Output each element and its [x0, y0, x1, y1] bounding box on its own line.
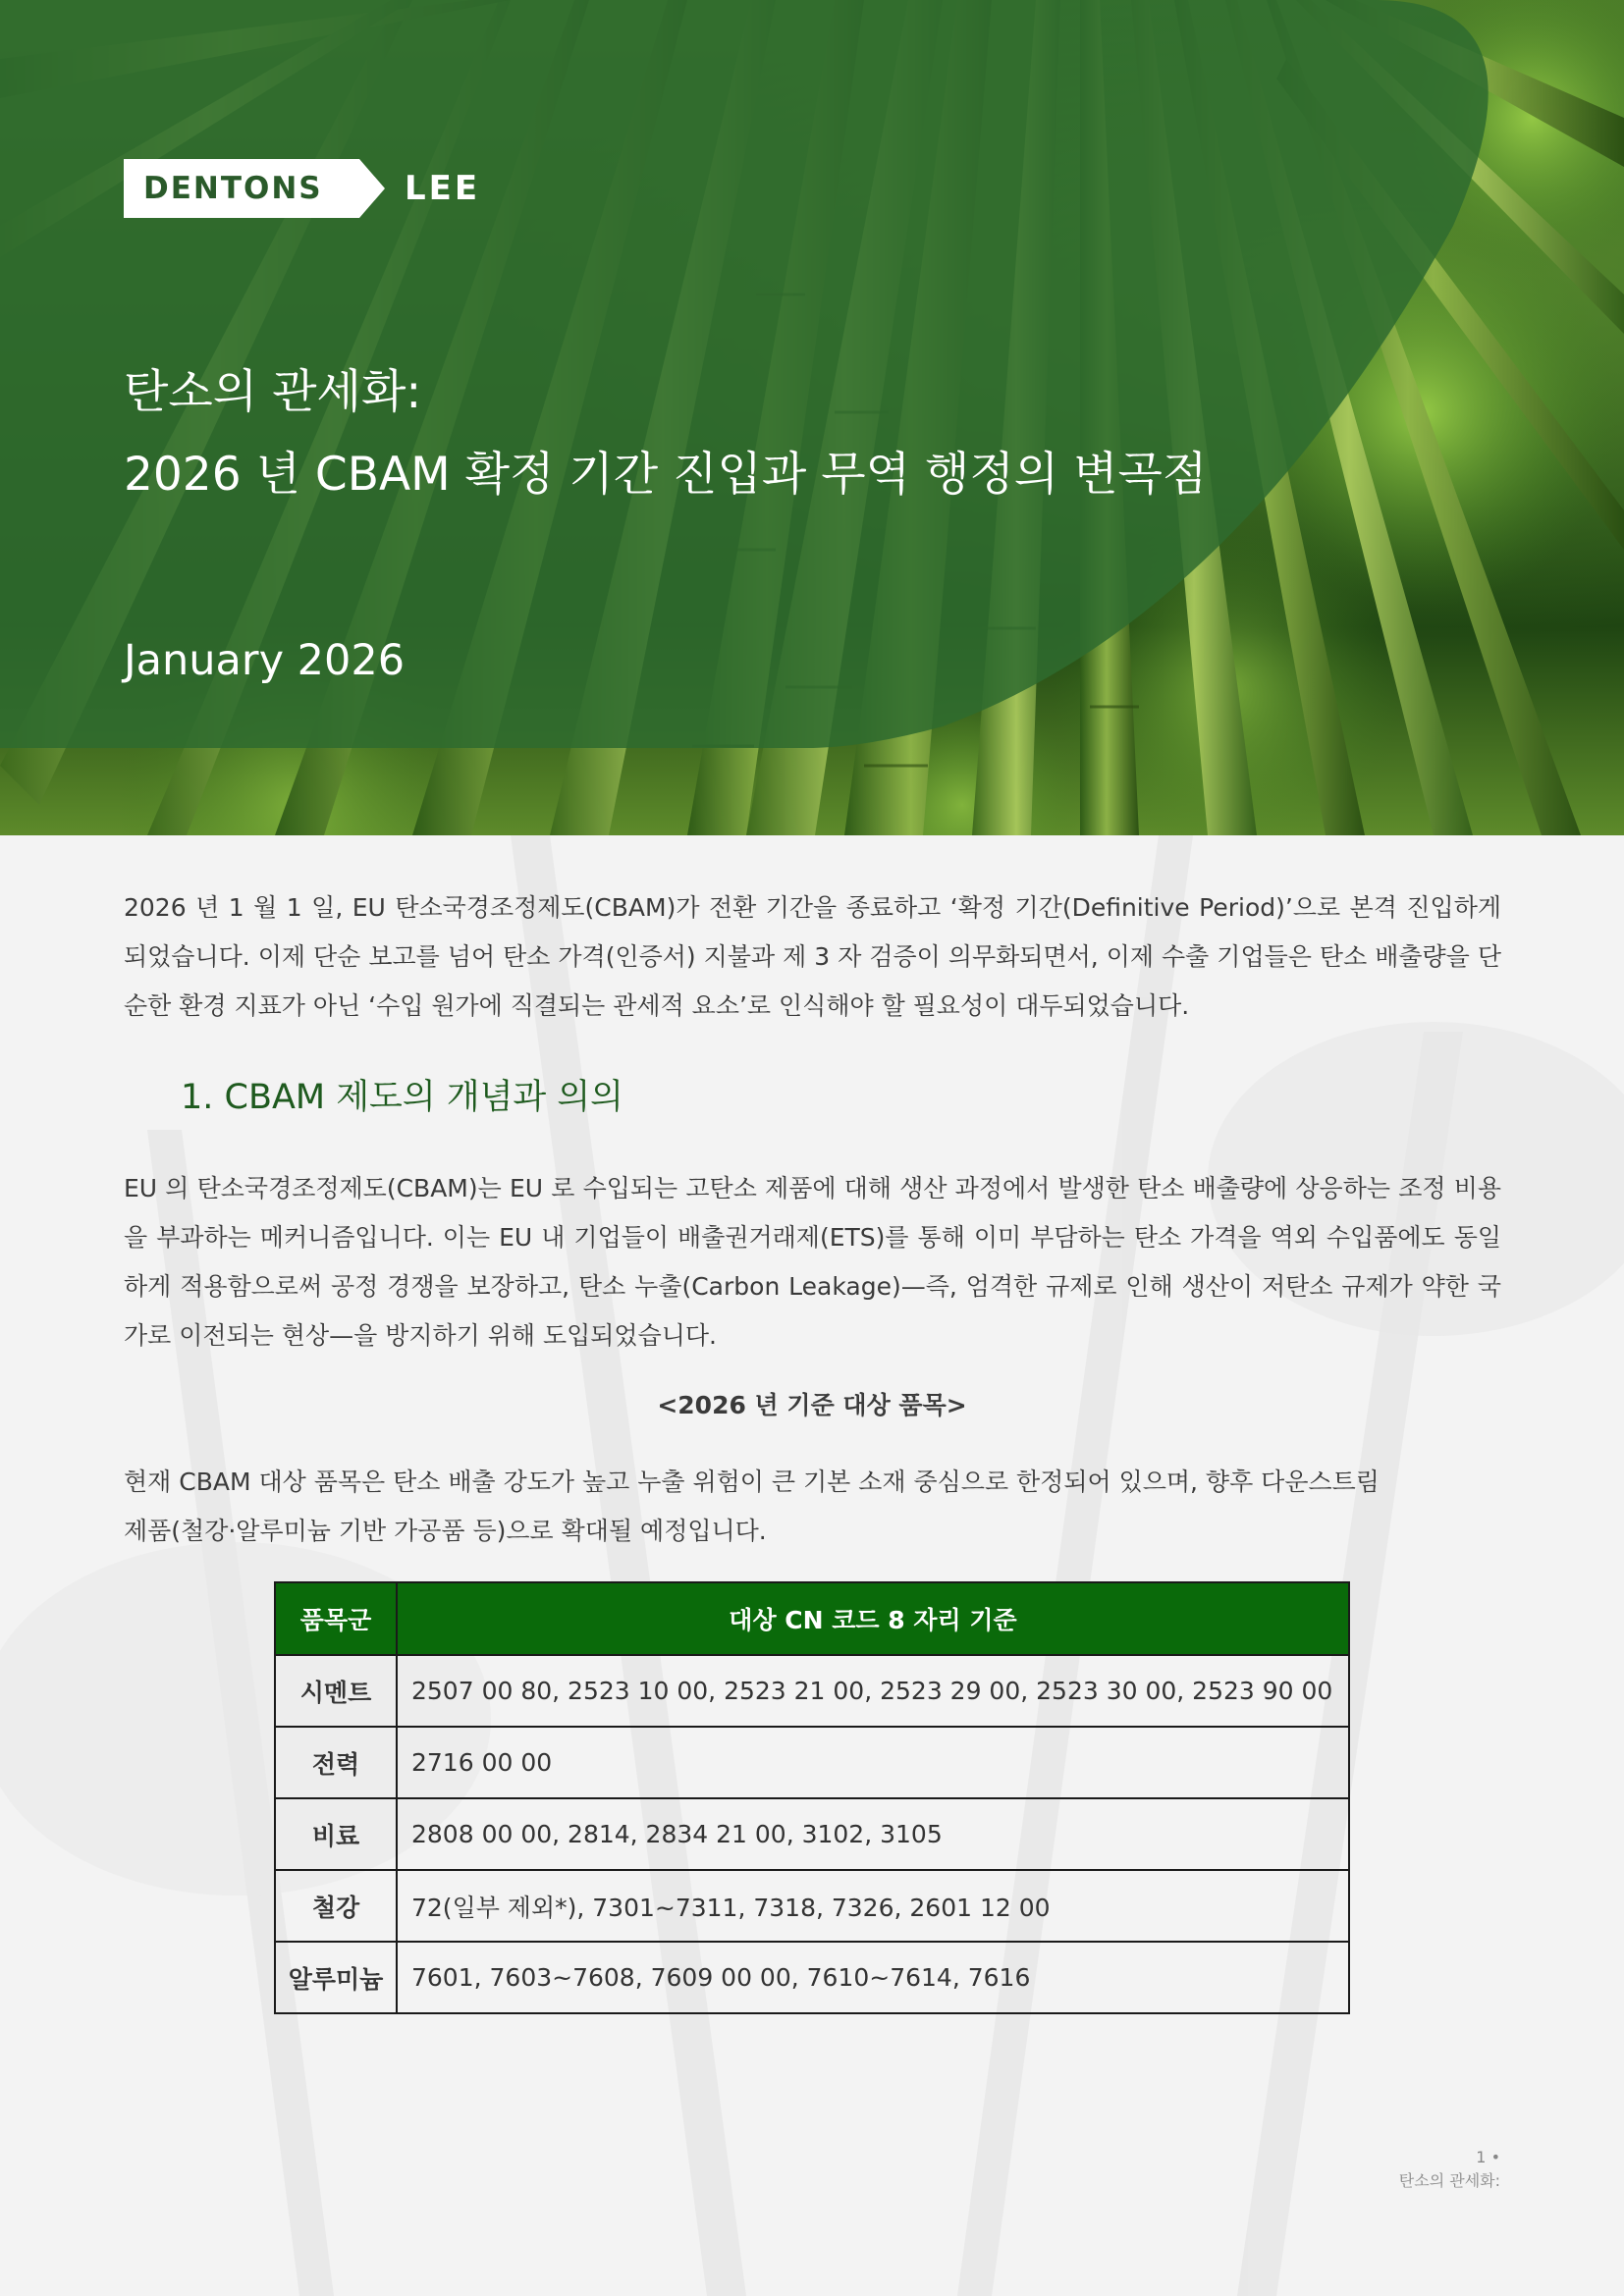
title-line-2: 2026 년 CBAM 확정 기간 진입과 무역 행정의 변곡점	[124, 448, 1208, 502]
row-category: 전력	[275, 1727, 397, 1798]
row-codes: 72(일부 제외*), 7301~7311, 7318, 7326, 2601 12 00	[397, 1870, 1349, 1942]
section-1-paragraph-2: 현재 CBAM 대상 품목은 탄소 배출 강도가 높고 누출 위험이 큰 기본 소재 중심으로 한정되어 있으며, 향후 다운스트림 제품(철강·알루미늄 기반 가공품 등)으로 확대될 예정입니다.	[124, 1468, 1380, 1545]
intro-paragraph: 2026 년 1 월 1 일, EU 탄소국경조정제도(CBAM)가 전환 기간을 종료하고 ‘확정 기간(Definitive Period)’으로 본격 진입하게 되었습니다. 이제 단순 보고를 넘어 탄소 가격(인증서) 지불과 제 3 자 검증이 의무화되면서, 이제 수출 기업들은 탄소 배출량을 단순한 환경 지표가 아닌 ‘수입 원가에 직결되는 관세적 요소’로 인식해야 할 필요성이 대두되었습니다.	[124, 893, 1501, 1020]
header-category: 품목군	[275, 1582, 397, 1655]
table-header-row	[275, 1582, 1349, 1655]
cbam-items-table	[274, 1581, 1350, 2014]
page-title	[124, 351, 1207, 516]
body-background	[0, 835, 1624, 2296]
table-row	[275, 1727, 1349, 1798]
publication-date: January 2026	[124, 636, 406, 685]
page-number: 1 •	[1476, 2148, 1500, 2166]
row-codes: 2808 00 00, 2814, 2834 21 00, 3102, 3105	[397, 1798, 1349, 1870]
table-row	[275, 1798, 1349, 1870]
row-category: 알루미늄	[275, 1942, 397, 2013]
section-1-paragraph: EU 의 탄소국경조정제도(CBAM)는 EU 로 수입되는 고탄소 제품에 대해 생산 과정에서 발생한 탄소 배출량에 상응하는 조정 비용을 부과하는 메커니즘입니다. 이는 EU 내 기업들이 배출권거래제(ETS)를 통해 이미 부담하는 탄소 가격을 역외 수입품에도 동일하게 적용함으로써 공정 경쟁을 보장하고, 탄소 누출(Carbon Leakage)—즉, 엄격한 규제로 인해 생산이 저탄소 규제가 약한 국가로 이전되는 현상—을 방지하기 위해 도입되었습니다.	[124, 1174, 1501, 1350]
section-1-body	[124, 1164, 1501, 1361]
row-category: 철강	[275, 1870, 397, 1942]
table-row	[275, 1942, 1349, 2013]
running-title: 탄소의 관세화:	[1398, 2171, 1500, 2190]
page-footer	[1399, 2146, 1500, 2193]
logo-lee: LEE	[405, 169, 481, 208]
table-row	[275, 1655, 1349, 1727]
hero-banner	[0, 0, 1624, 835]
section-1-body-2	[124, 1458, 1400, 1556]
header-cn-codes: 대상 CN 코드 8 자리 기준	[397, 1582, 1349, 1655]
title-line-1: 탄소의 관세화:	[124, 365, 422, 419]
row-codes: 2507 00 80, 2523 10 00, 2523 21 00, 2523 29 00, 2523 30 00, 2523 90 00	[397, 1655, 1349, 1727]
logo-dentons: DENTONS	[124, 159, 359, 218]
table-row	[275, 1870, 1349, 1942]
row-codes: 2716 00 00	[397, 1727, 1349, 1798]
row-category: 비료	[275, 1798, 397, 1870]
row-codes: 7601, 7603~7608, 7609 00 00, 7610~7614, 7616	[397, 1942, 1349, 2013]
section-1-heading: 1. CBAM 제도의 개념과 의의	[181, 1078, 623, 1117]
faded-bamboo-background	[0, 835, 1624, 2296]
dentons-lee-logo	[124, 159, 480, 218]
intro-section	[124, 883, 1501, 1031]
table-caption: <2026 년 기준 대상 품목>	[657, 1391, 967, 1419]
row-category: 시멘트	[275, 1655, 397, 1727]
